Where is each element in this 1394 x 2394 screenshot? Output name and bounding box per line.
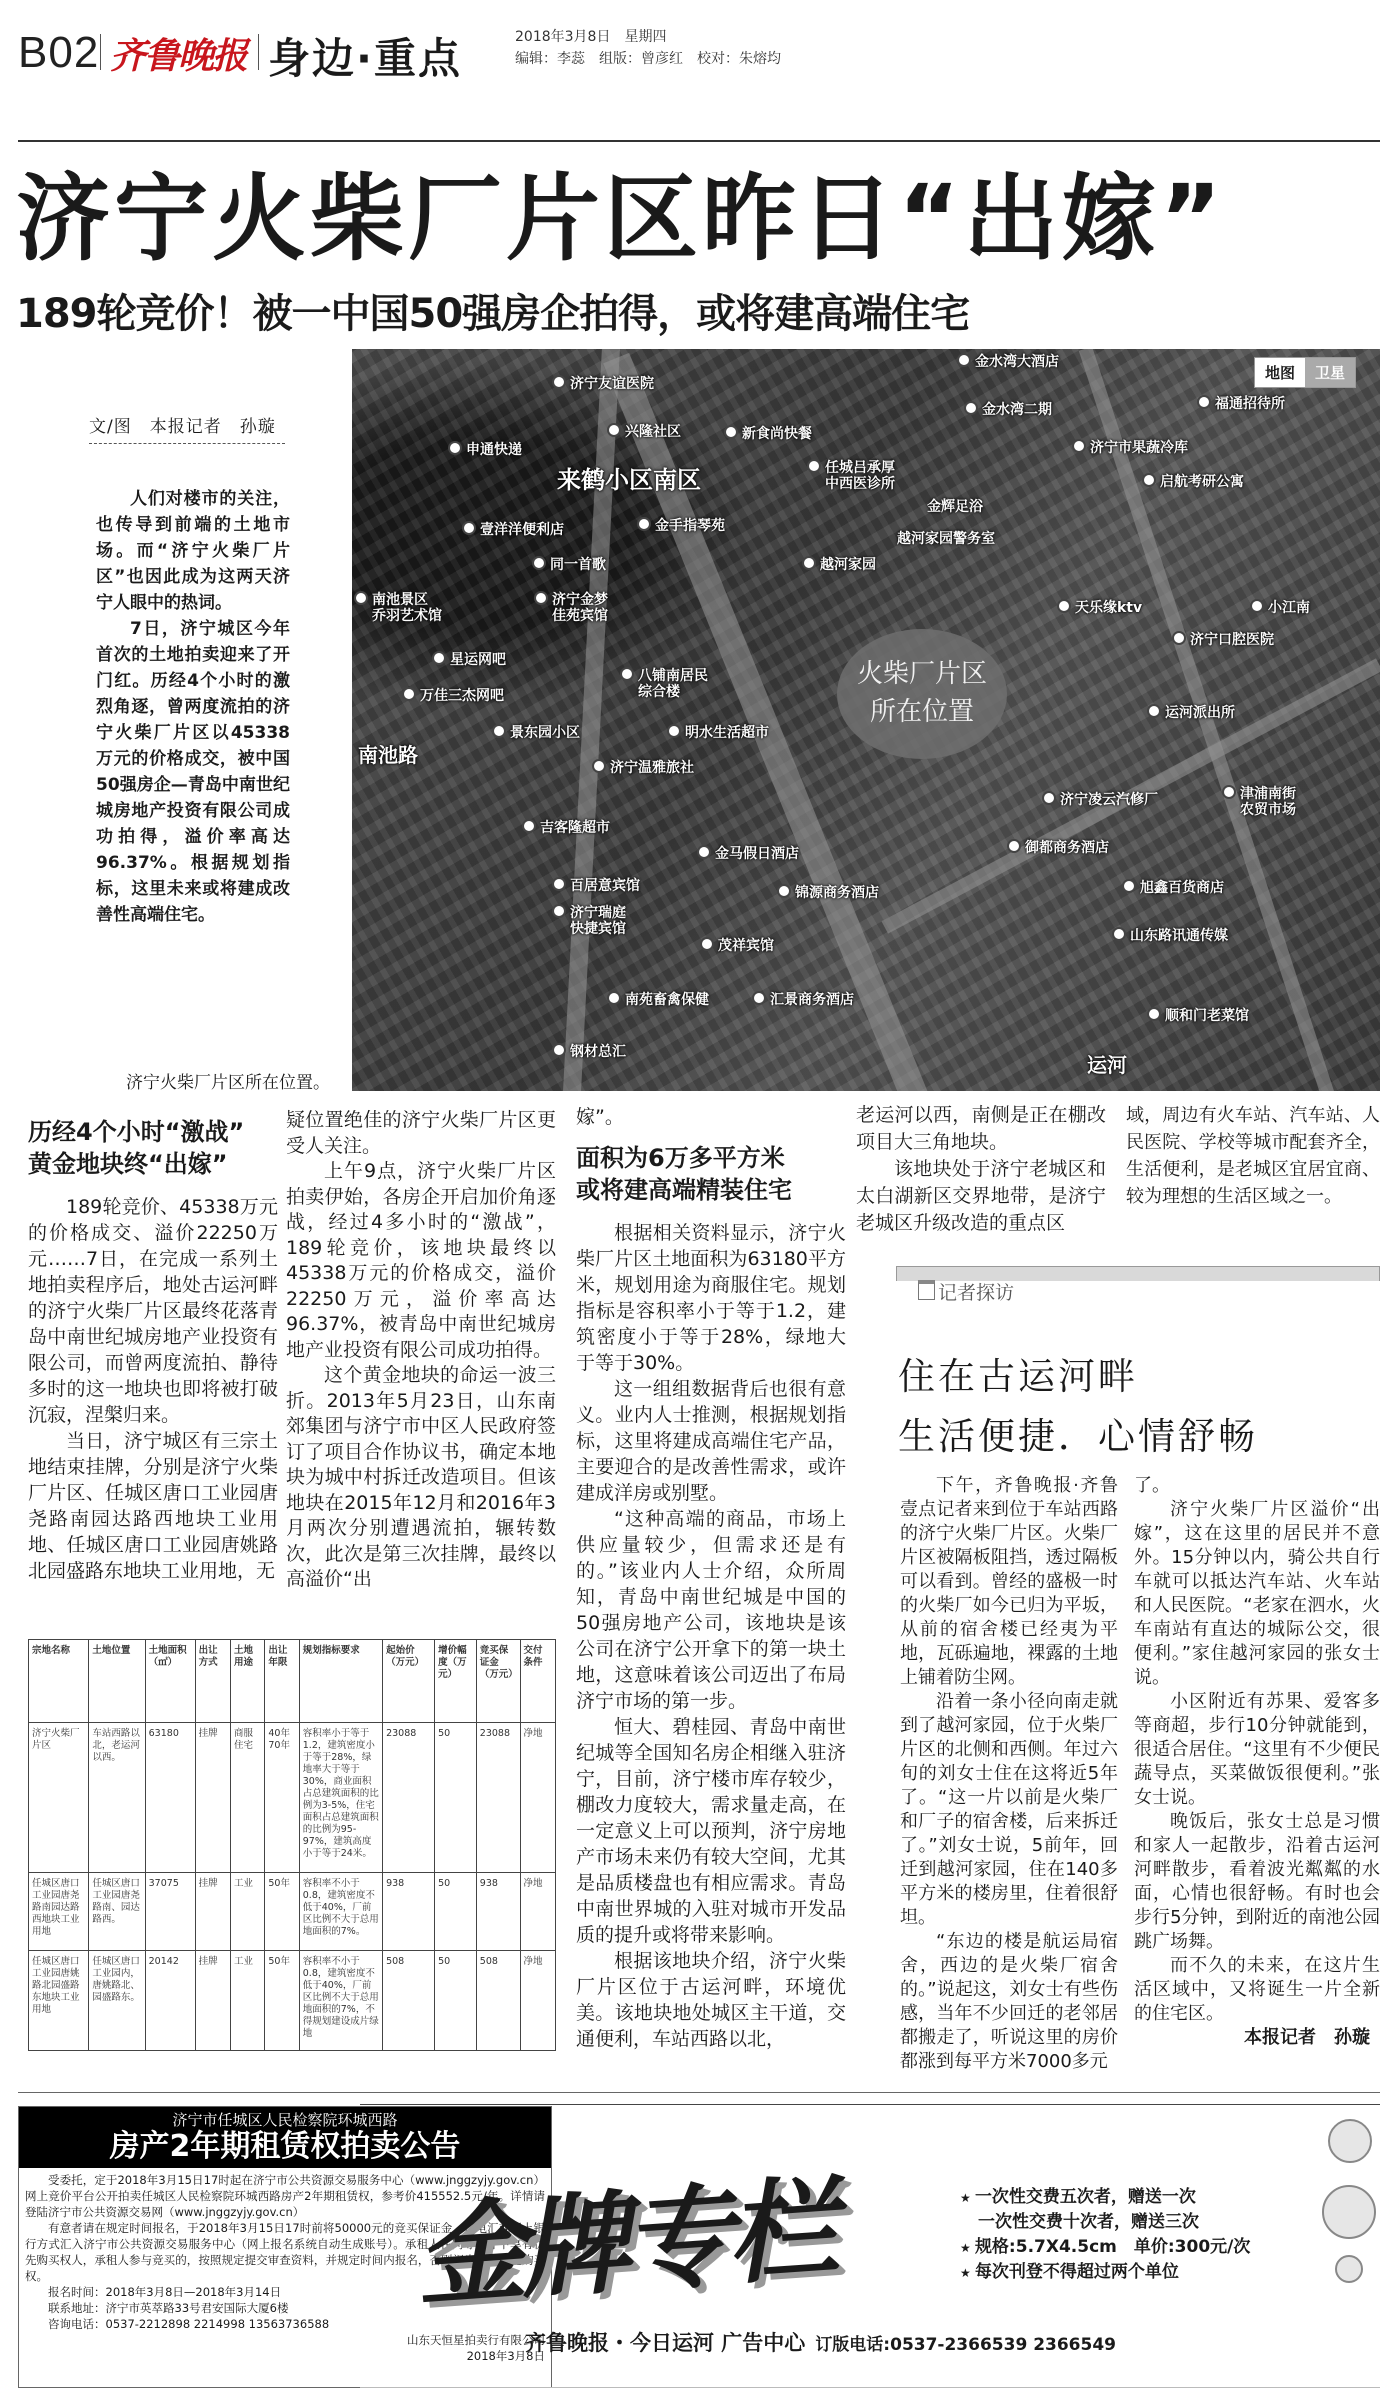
- reporter-signature: 本报记者 孙璇: [1244, 2027, 1370, 2048]
- perk-item: 一次性交费十次者，赠送三次: [978, 2212, 1199, 2232]
- article-column-1: [28, 1116, 278, 1584]
- column-header: 起始价（万元）: [383, 1640, 435, 1723]
- issue-date: [515, 26, 666, 46]
- notice-title-2: 房产2年期租赁权拍卖公告: [109, 2129, 461, 2164]
- map-label: 佳苑宾馆: [552, 608, 608, 624]
- heading-line: 或将建高端精装住宅: [576, 1176, 792, 1204]
- notice-company: 山东天恒星拍卖行有限公司: [407, 2333, 545, 2347]
- map-label: 八铺南居民: [620, 667, 708, 684]
- table-cell: 车站西路以北，老运河以西。: [89, 1723, 145, 1873]
- table-cell: 容积率小于等于1.2，建筑密度小于等于28%，绿地率大于等于30%，商业面积占总建筑面积的比例为3-5%，住宅面积占总建筑面积的比例为95-97%，建筑高度小于等于24米。: [299, 1723, 382, 1873]
- ad-divider: [18, 2092, 1380, 2093]
- headline: 济宁火柴厂片区昨日“出嫁”: [16, 165, 1226, 274]
- interview-column-2: [1134, 1474, 1380, 2050]
- marker-line: 所在位置: [869, 697, 974, 727]
- proofreader: 校对：朱熔均: [697, 51, 781, 67]
- paragraph: 域，周边有火车站、汽车站、人民医院、学校等城市配套齐全，生活便利，是老城区宜居宜商、较为理想的生活区域之一。: [1126, 1105, 1380, 1207]
- heading-line: 黄金地块终“出嫁”: [28, 1150, 228, 1178]
- paragraph: 这一组组数据背后也很有意义。业内人士推测，根据规划指标，这里将建成高端住宅产品，主要迎合的是改善性需求，或许建成洋房或别墅。: [576, 1378, 846, 1504]
- map-label: 来鹤小区南区: [557, 466, 701, 494]
- table-cell: 工业: [231, 1873, 265, 1951]
- satellite-map[interactable]: [352, 349, 1380, 1091]
- map-label: 农贸市场: [1240, 802, 1296, 818]
- map-label: 金手指琴苑: [637, 517, 725, 534]
- paragraph: 根据相关资料显示，济宁火柴厂片区土地面积为63180平方米，规划用途为商服住宅。规划指标是容积率小于等于1.2，建筑密度小于等于28%，绿地大于等于30%。: [576, 1222, 846, 1374]
- marker-line: 火柴厂片区: [856, 659, 987, 689]
- gold-column-brand: 金牌专栏: [411, 2163, 836, 2322]
- paragraph: 而不久的未来，在这片生活区域中，又将诞生一片全新的住宅区。: [1134, 1955, 1380, 2024]
- table-cell: 任城区唐口工业园唐姚路北园盛路东地块工业用地: [29, 1951, 89, 2051]
- map-label: 济宁金梦: [534, 591, 608, 608]
- map-label: 景东园小区: [492, 724, 580, 741]
- interview-tag: [918, 1278, 1014, 1305]
- article-column-5: [1126, 1102, 1380, 1210]
- perk-item: ★ 一次性交费五次者，赠送一次: [960, 2185, 1250, 2210]
- map-view-button[interactable]: 地图: [1264, 364, 1295, 382]
- intro-text: [96, 486, 290, 928]
- section-heading: [576, 1142, 846, 1206]
- heading-line: 历经4个小时“激战”: [28, 1118, 245, 1146]
- article-column-4: [856, 1102, 1106, 1237]
- column-header: 增价幅度（万元）: [435, 1640, 477, 1723]
- map-label: 万佳三杰网吧: [402, 687, 504, 704]
- ad-phone: 订版电话:0537-2366539 2366549: [815, 2335, 1116, 2355]
- map-label: 济宁凌云汽修厂: [1042, 791, 1158, 808]
- paragraph: 恒大、碧桂园、青岛中南世纪城等全国知名房企相继入驻济宁，目前，济宁楼市库存较少，棚改力度较大，需求量走高，在一定意义上可以预判，济宁房地产市场未来仍有较大空间，尤其是品质楼盘也有相应需求。青岛中南世界城的入驻对城市开发品质的提升或将带来影响。: [576, 1716, 846, 1946]
- notice-paragraph: 受委托，定于2018年3月15日17时起在济宁市公共资源交易服务中心（www.jnggzyjy.gov.cn）网上竞价平台公开拍卖任城区人民检察院环城西路房产2年期租赁权，参考价415552.5元/年。详情请登陆济宁市公共资源交易网（www.jnggzyjy.gov.cn）: [25, 2173, 545, 2219]
- article-column-2: [286, 1108, 556, 1593]
- map-label: 天乐缘ktv: [1057, 599, 1142, 616]
- map-road-label: 南池路: [358, 743, 418, 767]
- date: 2018年3月8日: [515, 29, 611, 45]
- map-label: 综合楼: [638, 684, 680, 700]
- paragraph: 小区附近有苏果、爱客多等商超，步行10分钟就能到，很适合居住。“这里有不少便民蔬导点，买菜做饭很便利。”张女士说。: [1134, 1691, 1380, 1808]
- table-cell: 工业: [231, 1951, 265, 2051]
- table-cell: 23088: [383, 1723, 435, 1873]
- paragraph: 189轮竞价、45338万元的价格成交、溢价22250万元……7日，在完成一系列土地拍卖程序后，地处古运河畔的济宁火柴厂片区最终花落青岛中南世纪城房地产业投资有限公司，而曾两度流拍、静待多时的这一地块也即将被打破沉寂，涅槃归来。: [28, 1196, 278, 1426]
- paragraph: 这个黄金地块的命运一波三折。2013年5月23日，山东南郊集团与济宁市中区人民政府签订了项目合作协议书，确定本地块为城中村拆迁改造项目。但该地块在2015年12月和2016年3月两次分别遭遇流拍，辗转数次，此次是第三次挂牌，最终以高溢价“出: [286, 1364, 556, 1590]
- table-cell: 938: [383, 1873, 435, 1951]
- column-header: 交付条件: [520, 1640, 555, 1723]
- ad-perks: [960, 2185, 1250, 2285]
- notice-title-1: 济宁市任城区人民检察院环城西路: [172, 2111, 398, 2129]
- paragraph: 老运河以西，南侧是正在棚改项目大三角地块。: [856, 1104, 1106, 1153]
- paragraph: 济宁火柴厂片区溢价“出嫁”，这在这里的居民并不意外。15分钟以内，骑公共自行车就可以抵达汽车站、火车站和人民医院。“老家在泗水，火车南站有直达的城际公交，很便利。”家住越河家园的张女士说。: [1134, 1499, 1380, 1688]
- map-label: 济宁口腔医院: [1172, 631, 1274, 648]
- satellite-view-button[interactable]: 卫星: [1305, 358, 1355, 387]
- map-label: 金辉足浴: [927, 499, 983, 515]
- table-cell: 济宁火柴厂片区: [29, 1723, 89, 1873]
- map-label: 中西医诊所: [825, 476, 895, 492]
- intro-paragraph: 人们对楼市的关注，也传导到前端的土地市场。而“济宁火柴厂片区”也因此成为这两天济宁人眼中的热词。: [96, 489, 290, 613]
- map-label: 济宁友谊医院: [552, 375, 654, 392]
- map-type-toggle[interactable]: [1254, 357, 1356, 388]
- window-icon: [918, 1280, 935, 1300]
- table-row: [29, 1873, 556, 1951]
- ad-center-name: 齐鲁晚报・今日运河 广告中心: [525, 2331, 806, 2355]
- map-label: 任城吕承厚: [807, 459, 895, 476]
- table-cell: 508: [383, 1951, 435, 2051]
- notice-address: 联系地址：济宁市英萃路33号君安国际大厦6楼: [48, 2301, 289, 2315]
- table-cell: 商服住宅: [231, 1723, 265, 1873]
- perk-item: ★ 每次刊登不得超过两个单位: [960, 2260, 1250, 2285]
- table-cell: 40年 70年: [265, 1723, 299, 1873]
- table-cell: 50年: [265, 1951, 299, 2051]
- paragraph: 下午，齐鲁晚报·齐鲁壹点记者来到位于车站西路的济宁火柴厂片区。火柴厂片区被隔板阻挡，透过隔板可以看到。曾经的盛极一时的火柴厂如今已归为平坂，从前的宿舍楼已经夷为平地，瓦砾遍地，裸露的土地上铺着防尘网。: [900, 1475, 1118, 1688]
- map-label: 小江南: [1250, 599, 1310, 616]
- column-header: 规划指标要求: [299, 1640, 382, 1723]
- plum-blossom-icon: [1335, 2255, 1363, 2283]
- map-label: 申通快递: [448, 441, 522, 458]
- paragraph: 晚饭后，张女士总是习惯和家人一起散步，沿着古运河河畔散步，看着波光粼粼的水面，心情也很舒畅。有时也会步行5分钟，到附近的南池公园跳广场舞。: [1134, 1811, 1380, 1952]
- column-header: 土地位置: [89, 1640, 145, 1723]
- plum-blossom-icon: [1322, 2185, 1376, 2239]
- map-label: 越河家园: [802, 556, 876, 573]
- map-label: 顺和门老菜馆: [1147, 1007, 1249, 1024]
- land-auction-table: [28, 1639, 556, 2051]
- table-cell: 50年: [265, 1873, 299, 1951]
- map-label: 同一首歌: [532, 556, 606, 573]
- divider: [258, 34, 259, 70]
- weekday: 星期四: [624, 29, 667, 45]
- paragraph: 嫁”。: [576, 1106, 624, 1128]
- map-label: 济宁瑞庭: [552, 904, 626, 921]
- perk-item: ★ 规格:5.7X4.5cm 单价:300元/次: [960, 2235, 1250, 2260]
- paragraph: “东边的楼是航运局宿舍，西边的是火柴厂宿舍的。”说起这，刘女士有些伤感，当年不少回迁的老邻居都搬走了，听说这里的房价都涨到每平方米7000多元: [900, 1931, 1118, 2072]
- notice-date: 2018年3月8日: [466, 2349, 545, 2363]
- table-cell: 50: [435, 1723, 477, 1873]
- map-label: 福通招待所: [1197, 395, 1285, 412]
- map-label: 汇景商务酒店: [752, 991, 854, 1008]
- interview-column-1: [900, 1474, 1118, 2074]
- map-label: 济宁温雅旅社: [592, 759, 694, 776]
- table-cell: 37075: [145, 1873, 195, 1951]
- map-label: 兴隆社区: [607, 423, 681, 440]
- map-label: 旭鑫百货商店: [1122, 879, 1224, 896]
- table-row: [29, 1951, 556, 2051]
- map-label: 钢材总汇: [552, 1043, 626, 1060]
- map-label: 启航考研公寓: [1142, 473, 1244, 490]
- map-label: 茂祥宾馆: [700, 937, 774, 954]
- plum-blossom-icon: [1328, 2119, 1372, 2163]
- interview-tag-label: 记者探访: [938, 1282, 1015, 1304]
- ad-footer: [525, 2327, 1116, 2357]
- column-header: 出让年限: [265, 1640, 299, 1723]
- notice-registration: 报名时间：2018年3月8日—2018年3月14日: [48, 2285, 282, 2299]
- paragraph: 了。: [1134, 1475, 1170, 1496]
- intro-paragraph: 7日，济宁城区今年首次的土地拍卖迎来了开门红。历经4个小时的激烈角逐，曾两度流拍的济宁火柴厂片区以45338万元的价格成交，被中国50强房企—青岛中南世纪城房地产投资有限公司成功拍得，溢价率高达96.37%。根据规划指标，这里未来或将建成改善性高端住宅。: [96, 619, 290, 925]
- map-label: 壹洋洋便利店: [462, 521, 564, 538]
- newspaper-logo: 齐鲁晚报: [110, 35, 247, 77]
- divider: [100, 34, 101, 70]
- heading-line: 面积为6万多平方米: [576, 1144, 785, 1172]
- table-cell: 净地: [520, 1951, 555, 2051]
- map-label: 快捷宾馆: [570, 921, 626, 937]
- column-header: 土地面积（㎡）: [145, 1640, 195, 1723]
- paragraph: 沿着一条小径向南走就到了越河家园，位于火柴厂片区的北侧和西侧。年过六旬的刘女士住在这将近5年了。“这一片以前是火柴厂和厂子的宿舍楼，后来拆迁了。”刘女士说，5前年，回迁到越河家园，住在140多平方米的楼房里，住着很舒坦。: [900, 1691, 1118, 1928]
- table-cell: 508: [476, 1951, 520, 2051]
- map-label: 津浦南街: [1222, 785, 1296, 802]
- page-number: B02: [18, 28, 100, 77]
- table-cell: 23088: [476, 1723, 520, 1873]
- subheadline: 189轮竞价！被一中国50强房企拍得，或将建高端住宅: [16, 291, 970, 337]
- map-label: 锦源商务酒店: [777, 884, 879, 901]
- table-cell: 50: [435, 1951, 477, 2051]
- map-label: 星运网吧: [432, 651, 506, 668]
- section-heading: [28, 1116, 278, 1180]
- table-cell: 20142: [145, 1951, 195, 2051]
- paragraph: 该地块处于济宁老城区和太白湖新区交界地带，是济宁老城区升级改造的重点区: [856, 1158, 1106, 1234]
- table-cell: 容积率不小于0.8，建筑密度不低于40%，厂前区比例不大于总用地面积的7%。: [299, 1873, 382, 1951]
- table-cell: 938: [476, 1873, 520, 1951]
- table-cell: 任城区唐口工业园唐尧路南园达路西地块工业用地: [29, 1873, 89, 1951]
- notice-paragraph: 有意者请在规定时间报名，于2018年3月15日17时前将50000元的竞买保证金，以电汇或网上银行方式汇入济宁市公共资源交易服务中心（网上报名系统自动生成账号）。承租人在同等条件下享有优先购买权人，承租人参与竞买的，按照规定提交审查资料，并规定时间内报名，否则视为放弃优先购买权。: [25, 2221, 545, 2283]
- column-header: 宗地名称: [29, 1640, 89, 1723]
- map-label: 御都商务酒店: [1007, 839, 1109, 856]
- column-header: 竞买保证金（万元）: [476, 1640, 520, 1723]
- map-label: 吉客隆超市: [522, 819, 610, 836]
- column-header: 出让方式: [195, 1640, 230, 1723]
- paragraph: 疑位置绝佳的济宁火柴厂片区更受人关注。: [286, 1109, 556, 1157]
- table-cell: 挂牌: [195, 1951, 230, 2051]
- table-cell: 挂牌: [195, 1723, 230, 1873]
- paragraph: 根据该地块介绍，济宁火柴厂片区位于古运河畔，环境优美。该地块地处城区主干道，交通便利，车站西路以北，: [576, 1950, 846, 2050]
- map-label: 山东路讯通传媒: [1112, 927, 1228, 944]
- table-row: [29, 1723, 556, 1873]
- map-label: 新食尚快餐: [724, 425, 812, 442]
- map-label: 运河派出所: [1147, 704, 1235, 721]
- map-label: 金水湾二期: [964, 401, 1052, 418]
- map-label: 济宁市果蔬冷库: [1072, 439, 1188, 456]
- paragraph: 上午9点，济宁火柴厂片区拍卖伊始，各房企开启加价角逐战，经过4多小时的“激战”，189轮竞价，该地块最终以45338万元的价格成交，溢价22250万元，溢价率高达96.37%，被青岛中南世纪城房地产业投资有限公司成功拍得。: [286, 1160, 556, 1361]
- map-label: 南苑畜禽保健: [607, 991, 709, 1008]
- map-label: 金水湾大酒店: [957, 353, 1059, 370]
- table-cell: 50: [435, 1873, 477, 1951]
- map-label: 乔羽艺术馆: [372, 608, 442, 624]
- paragraph: 当日，济宁城区有三宗土地结束挂牌，分别是济宁火柴厂片区、任城区唐口工业园唐尧路南园达路西地块工业用地、任城区唐口工业园唐姚路北园盛路东地块工业用地，无: [28, 1430, 278, 1582]
- map-label: 越河家园警务室: [897, 531, 995, 547]
- article-column-3: [576, 1104, 846, 2052]
- location-marker: [837, 629, 1007, 759]
- header-rule: [18, 140, 1380, 142]
- interview-title-line-2: 生活便捷．心情舒畅: [898, 1415, 1258, 1458]
- map-label: 百居意宾馆: [552, 877, 640, 894]
- table-cell: 净地: [520, 1873, 555, 1951]
- table-header-row: [29, 1640, 556, 1723]
- map-road: [561, 349, 621, 1091]
- table-cell: 净地: [520, 1723, 555, 1873]
- layout-editor: 组版：曾彦红: [599, 51, 683, 67]
- editor: 编辑：李蕊: [515, 51, 585, 67]
- section-title: 身边·重点: [268, 34, 462, 83]
- table-cell: 容积率不小于0.8，建筑密度不低于40%，厂前区比例不大于总用地面积的7%，不得规划建设成片绿地: [299, 1951, 382, 2051]
- table-cell: 任城区唐口工业园内，唐姚路北、园盛路东。: [89, 1951, 145, 2051]
- map-label: 金马假日酒店: [697, 845, 799, 862]
- interview-title-line-1: 住在古运河畔: [898, 1355, 1138, 1398]
- byline: 文/图 本报记者 孙璇: [89, 412, 285, 444]
- gold-column-ad: [360, 2104, 1380, 2388]
- map-river-label: 运河: [1087, 1053, 1127, 1077]
- paragraph: “这种高端的商品，市场上供应量较少，但需求还是有的。”该业内人士介绍，众所周知，青岛中南世纪城是中国的50强房地产公司，该地块是该公司在济宁公开拿下的第一块土地，这意味着该公司迈出了布局济宁市场的第一步。: [576, 1508, 846, 1712]
- table-cell: 63180: [145, 1723, 195, 1873]
- map-label: 明水生活超市: [667, 724, 769, 741]
- map-label: 南池景区: [354, 591, 428, 608]
- notice-phone: 咨询电话：0537-2212898 2214998 13563736588: [48, 2317, 330, 2331]
- staff-credits: [515, 48, 781, 68]
- column-header: 土地用途: [231, 1640, 265, 1723]
- map-caption: 济宁火柴厂片区所在位置。: [126, 1073, 330, 1093]
- table-cell: 挂牌: [195, 1873, 230, 1951]
- table-cell: 任城区唐口工业园唐尧路南、园达路西。: [89, 1873, 145, 1951]
